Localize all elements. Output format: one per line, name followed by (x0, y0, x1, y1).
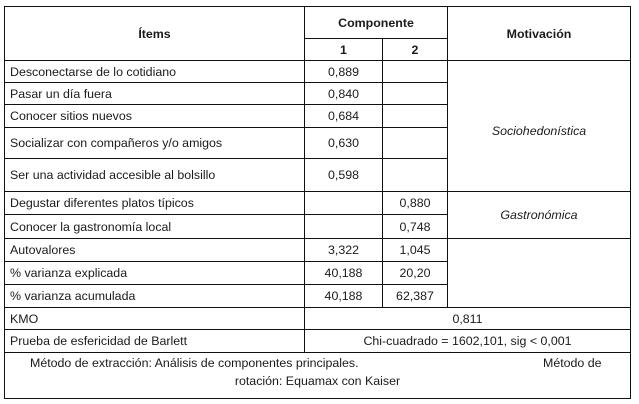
barlett-row (5, 330, 631, 353)
item-label: Degustar diferentes platos típicos (5, 192, 305, 215)
component-1-value: 3,322 (305, 239, 383, 262)
kmo-label: KMO (5, 308, 305, 330)
motivation-gastronomica: Gastronómica (448, 192, 631, 239)
table-row (5, 192, 631, 215)
component-1-value: 0,630 (305, 128, 383, 159)
header-component-2: 2 (383, 39, 448, 61)
barlett-label: Prueba de esfericidad de Barlett (5, 330, 305, 353)
kmo-row (5, 308, 631, 330)
component-1-value: 40,188 (305, 285, 383, 308)
header-row-1 (5, 7, 631, 39)
component-2-value (383, 83, 448, 105)
table-row (5, 239, 631, 262)
header-items: Ítems (5, 7, 305, 61)
component-2-value: 20,20 (383, 262, 448, 285)
component-1-value (305, 192, 383, 215)
component-2-value (383, 61, 448, 83)
factor-analysis-table (4, 6, 631, 399)
component-2-value (383, 105, 448, 128)
component-1-value: 0,889 (305, 61, 383, 83)
barlett-value: Chi-cuadrado = 1602,101, sig < 0,001 (305, 330, 631, 353)
item-label: Pasar un día fuera (5, 83, 305, 105)
component-1-value: 0,840 (305, 83, 383, 105)
component-2-value (383, 128, 448, 159)
note-extraction-method: Método de extracción: Análisis de componentes principales. (30, 355, 359, 370)
table-note (5, 353, 631, 399)
note-rotation-method: rotación: Equamax con Kaiser (234, 373, 401, 388)
component-2-value: 62,387 (383, 285, 448, 308)
factor-analysis-table-container (4, 6, 630, 399)
item-label: Desconectarse de lo cotidiano (5, 61, 305, 83)
component-1-value: 0,684 (305, 105, 383, 128)
kmo-value: 0,811 (305, 308, 631, 330)
component-1-value (305, 215, 383, 239)
item-label: Ser una actividad accesible al bolsillo (5, 159, 305, 192)
component-2-value: 0,880 (383, 192, 448, 215)
header-component-1: 1 (305, 39, 383, 61)
component-2-value: 0,748 (383, 215, 448, 239)
component-2-value (383, 159, 448, 192)
header-component: Componente (305, 7, 448, 39)
item-label: Socializar con compañeros y/o amigos (5, 128, 305, 159)
item-label: % varianza explicada (5, 262, 305, 285)
component-1-value: 0,598 (305, 159, 383, 192)
component-1-value: 40,188 (305, 262, 383, 285)
item-label: Conocer sitios nuevos (5, 105, 305, 128)
item-label: Autovalores (5, 239, 305, 262)
component-2-value: 1,045 (383, 239, 448, 262)
table-row (5, 61, 631, 83)
note-row (5, 353, 631, 399)
note-rotation-prefix: Método de (543, 355, 602, 370)
item-label: Conocer la gastronomía local (5, 215, 305, 239)
header-motivation: Motivación (448, 7, 631, 61)
motivation-sociohedonistica: Sociohedonística (448, 61, 631, 192)
item-label: % varianza acumulada (5, 285, 305, 308)
motivation-empty (448, 239, 631, 308)
